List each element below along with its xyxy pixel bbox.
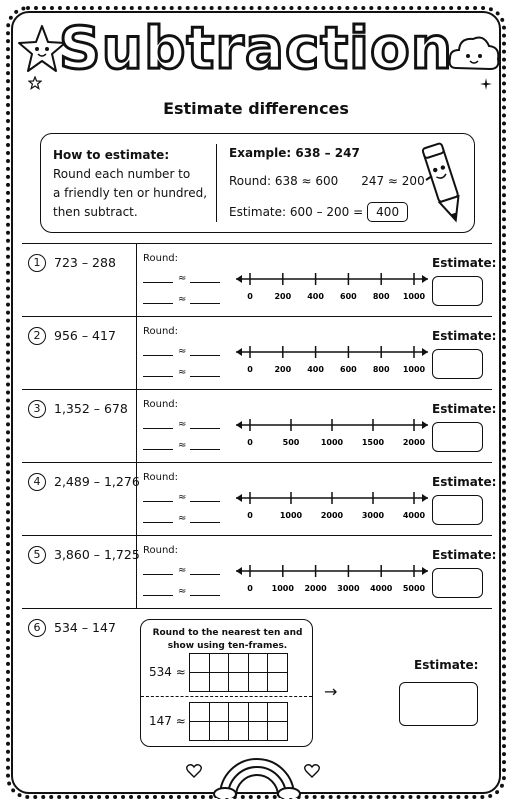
estimate-answer-box[interactable] xyxy=(432,495,483,525)
estimate-label: Estimate: xyxy=(432,475,497,489)
row-divider xyxy=(136,390,137,462)
tick-label: 4000 xyxy=(370,584,393,593)
ten-frame-cell[interactable] xyxy=(229,722,249,741)
how-to-line: then subtract. xyxy=(53,205,138,219)
ten-frame[interactable] xyxy=(189,653,288,692)
ten-frame-cell[interactable] xyxy=(190,722,210,741)
rainbow-icon xyxy=(212,752,302,798)
arrowhead-icon xyxy=(422,275,428,283)
number-line xyxy=(232,488,432,524)
ten-frame-cell[interactable] xyxy=(229,654,249,673)
problem-number: 2 xyxy=(28,327,46,345)
approx-symbol: ≈ xyxy=(178,367,187,378)
ten-frame-cell[interactable] xyxy=(209,722,229,741)
tick-label: 1000 xyxy=(402,292,426,301)
round-label: Round: xyxy=(143,399,179,410)
problem-text: 1,352 – 678 xyxy=(54,401,128,416)
tick-label: 200 xyxy=(274,365,292,374)
answer-blank[interactable] xyxy=(190,574,220,575)
answer-blank[interactable] xyxy=(143,303,173,304)
answer-blank[interactable] xyxy=(190,428,220,429)
number-line xyxy=(232,342,432,378)
how-to-estimate-box xyxy=(40,133,475,233)
how-to-heading: How to estimate: xyxy=(53,148,170,162)
arrowhead-icon xyxy=(422,348,428,356)
answer-blank[interactable] xyxy=(143,355,173,356)
approx-symbol: ≈ xyxy=(178,565,187,576)
round-label: Round: xyxy=(143,326,179,337)
row-divider xyxy=(136,317,137,389)
approx-symbol: ≈ xyxy=(178,294,187,305)
tick-label: 800 xyxy=(372,292,390,301)
problem-text: 3,860 – 1,725 xyxy=(54,547,140,562)
tick-label: 1000 xyxy=(279,511,303,520)
ten-frame-cell[interactable] xyxy=(229,703,249,722)
problem-number: 6 xyxy=(28,619,46,637)
problem-row xyxy=(22,317,497,390)
estimate-label: Estimate: xyxy=(432,256,497,270)
approx-symbol: ≈ xyxy=(178,586,187,597)
estimate-answer-box[interactable] xyxy=(432,568,483,598)
answer-blank[interactable] xyxy=(190,501,220,502)
approx-symbol: ≈ xyxy=(178,513,187,524)
problem-number: 4 xyxy=(28,473,46,491)
arrowhead-icon xyxy=(422,421,428,429)
arrowhead-icon xyxy=(236,348,242,356)
approx-symbol: ≈ xyxy=(178,346,187,357)
answer-blank[interactable] xyxy=(190,376,220,377)
tick-label: 2000 xyxy=(320,511,344,520)
answer-blank[interactable] xyxy=(143,501,173,502)
tick-label: 1500 xyxy=(361,438,385,447)
answer-blank[interactable] xyxy=(143,376,173,377)
arrow-icon: → xyxy=(324,682,338,701)
ten-frame-cell[interactable] xyxy=(190,703,210,722)
tick-label: 1000 xyxy=(402,365,426,374)
tick-label: 400 xyxy=(307,365,324,374)
tick-label: 0 xyxy=(247,584,253,593)
approx-symbol: ≈ xyxy=(178,440,187,451)
tick-label: 0 xyxy=(247,365,253,374)
how-to-divider xyxy=(216,144,217,222)
ten-frame-label: 147 ≈ xyxy=(149,714,186,728)
instruction-line: show using ten-frames. xyxy=(167,641,288,651)
answer-blank[interactable] xyxy=(190,355,220,356)
answer-blank[interactable] xyxy=(143,522,173,523)
problem-number: 5 xyxy=(28,546,46,564)
round-label: Round: xyxy=(143,253,179,264)
arrowhead-icon xyxy=(236,275,242,283)
heart-icon xyxy=(304,764,320,778)
problem-row xyxy=(22,244,497,317)
approx-symbol: ≈ xyxy=(178,419,187,430)
page-title: Subtraction xyxy=(58,14,454,82)
tick-label: 500 xyxy=(282,438,300,447)
estimate-label: Estimate: xyxy=(414,658,479,672)
tick-label: 600 xyxy=(340,365,357,374)
answer-blank[interactable] xyxy=(143,428,173,429)
tick-label: 1000 xyxy=(271,584,294,593)
how-to-instructions xyxy=(53,146,207,222)
problem-text: 723 – 288 xyxy=(54,255,116,270)
ten-frame-cell[interactable] xyxy=(209,703,229,722)
problem-number: 1 xyxy=(28,254,46,272)
arrowhead-icon xyxy=(422,494,428,502)
estimate-label: Estimate: xyxy=(432,329,497,343)
number-line xyxy=(232,561,432,597)
tick-label: 3000 xyxy=(337,584,360,593)
ten-frame-cell[interactable] xyxy=(248,722,268,741)
ten-frame-cell[interactable] xyxy=(268,722,288,741)
approx-symbol: ≈ xyxy=(178,492,187,503)
row-divider xyxy=(136,463,137,535)
example-estimate: Estimate: 600 – 200 = xyxy=(229,205,364,219)
how-to-line: a friendly ten or hundred, xyxy=(53,186,208,200)
example-problem: Example: 638 – 247 xyxy=(229,146,360,160)
ten-frame-cell[interactable] xyxy=(268,654,288,673)
row-divider xyxy=(136,536,137,608)
estimate-answer-box[interactable] xyxy=(399,682,478,726)
answer-blank[interactable] xyxy=(143,595,173,596)
estimate-answer-box[interactable] xyxy=(432,349,483,379)
problem-row xyxy=(22,463,497,536)
ten-frame-instructions xyxy=(141,627,314,653)
ten-frame-cell[interactable] xyxy=(209,654,229,673)
ten-frame-cell[interactable] xyxy=(248,703,268,722)
problem-row xyxy=(22,390,497,463)
tick-label: 2000 xyxy=(402,438,426,447)
problem-text: 534 – 147 xyxy=(54,620,116,635)
tick-label: 2000 xyxy=(304,584,327,593)
ten-frame-cell[interactable] xyxy=(248,654,268,673)
estimate-answer-box[interactable] xyxy=(432,276,483,306)
answer-blank[interactable] xyxy=(143,282,173,283)
arrowhead-icon xyxy=(236,567,242,575)
approx-symbol: ≈ xyxy=(178,273,187,284)
number-line xyxy=(232,269,432,305)
heart-icon xyxy=(186,764,202,778)
ten-frame-cell[interactable] xyxy=(190,673,210,692)
arrowhead-icon xyxy=(236,494,242,502)
ten-frame-cell[interactable] xyxy=(229,673,249,692)
round-label: Round: xyxy=(143,545,179,556)
ten-frame-cell[interactable] xyxy=(190,654,210,673)
problem-text: 2,489 – 1,276 xyxy=(54,474,140,489)
number-line xyxy=(232,415,432,451)
estimate-answer-box[interactable] xyxy=(432,422,483,452)
problem-number: 3 xyxy=(28,400,46,418)
ten-frame-cell[interactable] xyxy=(248,673,268,692)
answer-blank[interactable] xyxy=(190,449,220,450)
tick-label: 3000 xyxy=(361,511,385,520)
instruction-line: Round to the nearest ten and xyxy=(152,628,303,638)
tick-label: 200 xyxy=(274,292,292,301)
tick-label: 5000 xyxy=(402,584,426,593)
how-to-line: Round each number to xyxy=(53,167,191,181)
problem-text: 956 – 417 xyxy=(54,328,116,343)
problem-row xyxy=(22,536,497,609)
answer-blank[interactable] xyxy=(190,522,220,523)
ten-frame-cell[interactable] xyxy=(209,673,229,692)
problems-table xyxy=(22,243,497,748)
row-divider xyxy=(136,244,137,316)
how-to-example xyxy=(229,146,425,230)
answer-blank[interactable] xyxy=(190,303,220,304)
estimate-label: Estimate: xyxy=(432,402,497,416)
answer-blank[interactable] xyxy=(143,449,173,450)
answer-blank[interactable] xyxy=(190,595,220,596)
ten-frame-cell[interactable] xyxy=(268,703,288,722)
estimate-label: Estimate: xyxy=(432,548,497,562)
page-subtitle: Estimate differences xyxy=(163,99,349,118)
ten-frame-label: 534 ≈ xyxy=(149,665,186,679)
tick-label: 1000 xyxy=(320,438,344,447)
tick-label: 0 xyxy=(247,438,253,447)
tick-label: 600 xyxy=(340,292,357,301)
answer-blank[interactable] xyxy=(143,574,173,575)
tick-label: 400 xyxy=(307,292,324,301)
tick-label: 0 xyxy=(247,292,253,301)
tick-label: 4000 xyxy=(402,511,426,520)
arrowhead-icon xyxy=(422,567,428,575)
example-round: Round: 638 ≈ 600 247 ≈ 200 xyxy=(229,174,425,188)
ten-frame-panel xyxy=(140,619,313,747)
round-label: Round: xyxy=(143,472,179,483)
ten-frame-cell[interactable] xyxy=(268,673,288,692)
tick-label: 800 xyxy=(372,365,390,374)
ten-frame-separator xyxy=(141,696,312,697)
arrowhead-icon xyxy=(236,421,242,429)
answer-blank[interactable] xyxy=(190,282,220,283)
example-answer: 400 xyxy=(367,202,408,222)
tick-label: 0 xyxy=(247,511,253,520)
ten-frame[interactable] xyxy=(189,702,288,741)
